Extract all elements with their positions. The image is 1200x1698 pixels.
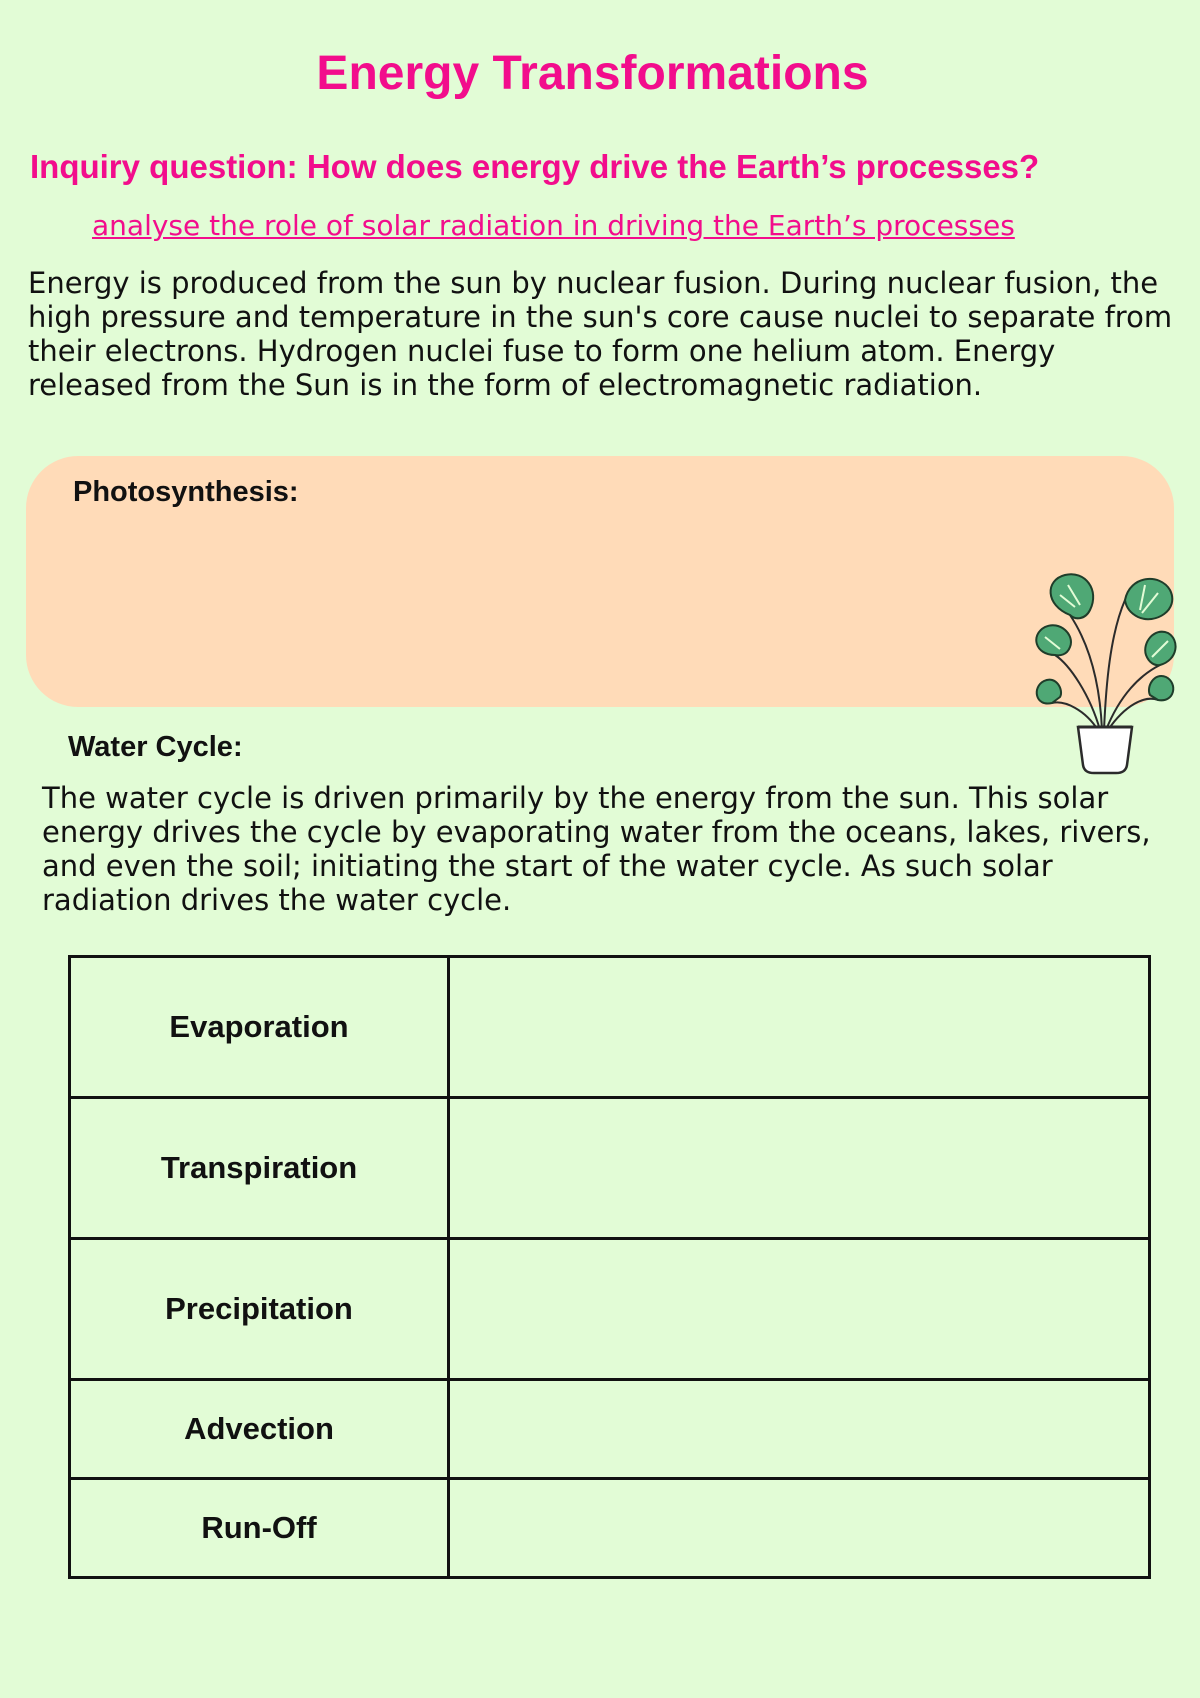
page-title: Energy Transformations [316, 47, 869, 100]
table-row [70, 957, 1150, 1098]
table-answer-cell[interactable] [449, 1380, 1150, 1479]
intro-paragraph: Energy is produced from the sun by nuclear fusion. During nuclear fusion, the high pressure and temperature in the sun's core cause nuclei to separate from their electrons. Hydrogen nuclei fuse to form one helium atom. Energy released from the Sun is in the form of electromagnetic radiation. [28, 266, 1173, 402]
table-row [70, 1239, 1150, 1380]
table-answer-cell[interactable] [449, 1239, 1150, 1380]
water-cycle-table [68, 955, 1151, 1579]
table-row [70, 1098, 1150, 1239]
water-cycle-paragraph: The water cycle is driven primarily by the energy from the sun. This solar energy drives the cycle by evaporating water from the oceans, lakes, rivers, and even the soil; initiating the start of the water cycle. As such solar radiation drives the water cycle. [42, 781, 1151, 917]
table-row [70, 1479, 1150, 1578]
table-term: Evaporation [70, 957, 449, 1098]
table-answer-cell[interactable] [449, 1479, 1150, 1578]
table-term: Run-Off [70, 1479, 449, 1578]
plant-pot [1078, 727, 1132, 773]
potted-plant-icon [1030, 565, 1180, 775]
table-term: Precipitation [70, 1239, 449, 1380]
table-answer-cell[interactable] [449, 957, 1150, 1098]
table-answer-cell[interactable] [449, 1098, 1150, 1239]
table-term: Advection [70, 1380, 449, 1479]
table-row [70, 1380, 1150, 1479]
inquiry-question: Inquiry question: How does energy drive the Earth’s processes? [30, 148, 1040, 185]
water-cycle-label: Water Cycle: [68, 731, 243, 763]
table-term: Transpiration [70, 1098, 449, 1239]
syllabus-outcome: analyse the role of solar radiation in driving the Earth’s processes [92, 209, 1015, 242]
photosynthesis-label: Photosynthesis: [73, 476, 299, 508]
